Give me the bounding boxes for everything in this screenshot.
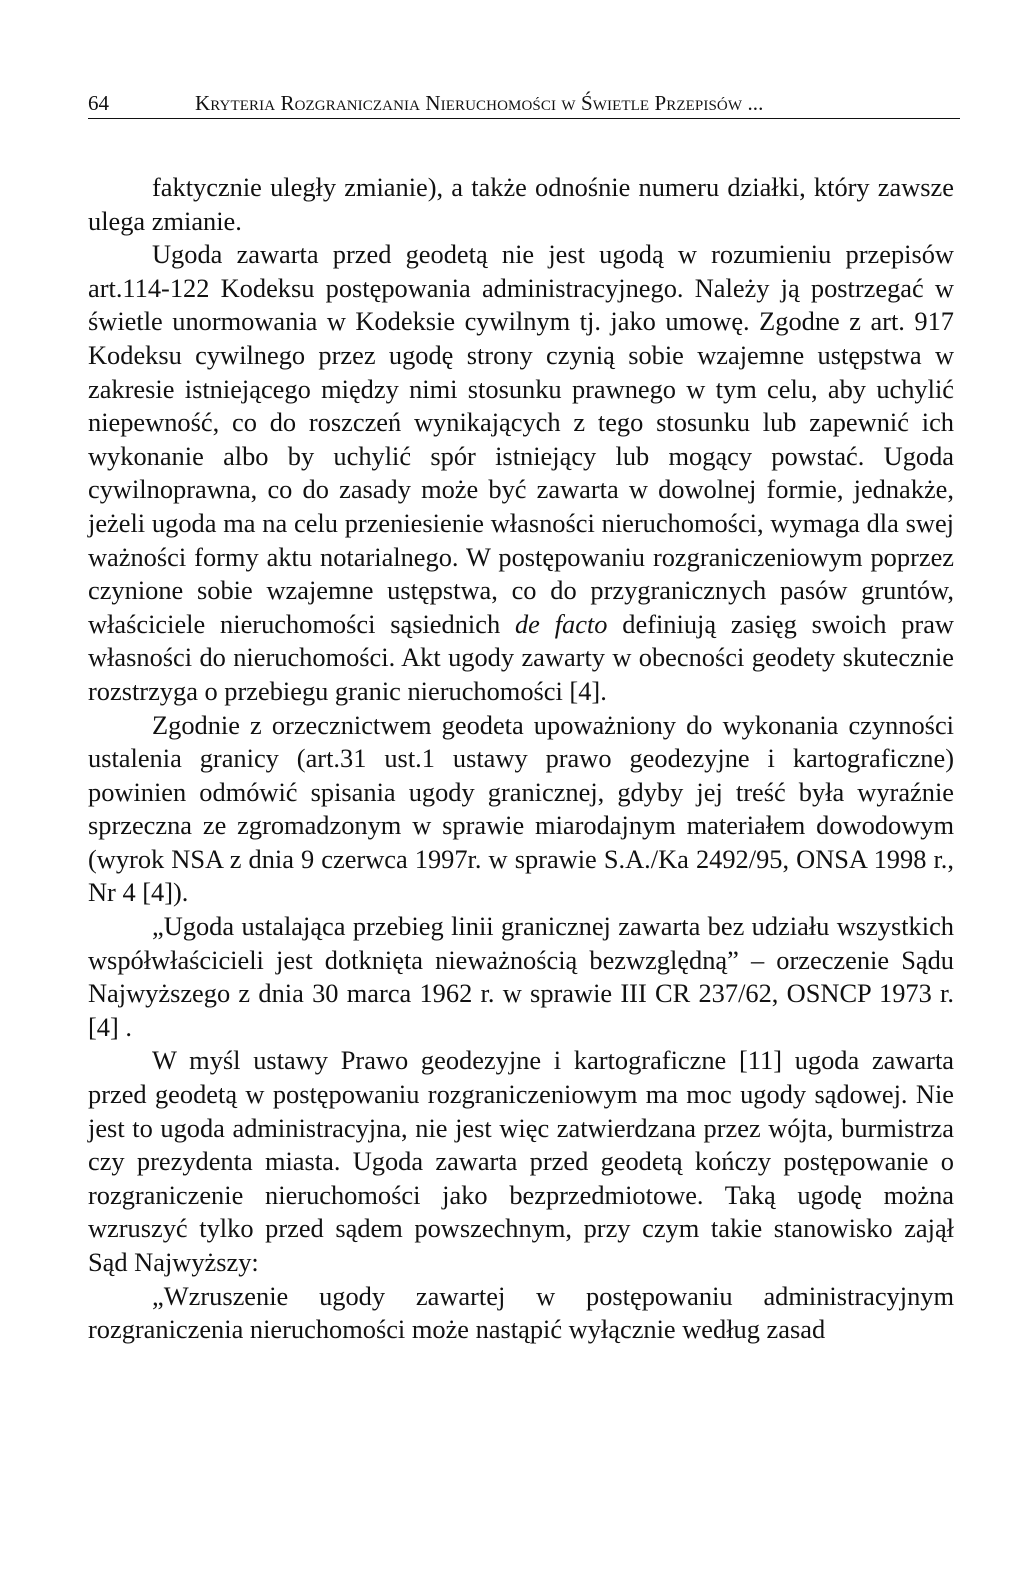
paragraph-geodesy-law: W myśl ustawy Prawo geodezyjne i kartograficzne [11] ugoda zawarta przed geodetą w postępowaniu rozgraniczeniowym ma moc ugody sądowej. Nie jest to ugoda administracyjna, nie jest więc zatwierdzana przez wójta, burmistrza czy prezydenta miasta. Ugoda zawarta przed geodetą kończy postępowanie o rozgraniczenie nieruchomości jako bezprzedmiotowe. Taką ugodę można wzruszyć tylko przed sądem powszechnym, przy czym takie stanowisko zajął Sąd Najwyższy: <box>88 1045 954 1277</box>
paragraph-text-end: definiują zasięg swoich praw własności do nieruchomości. Akt ugody zawarty w obecności geodety skutecznie rozstrzyga o przebiegu granic nieruchomości [4]. <box>88 608 954 706</box>
page-number: 64 <box>88 91 109 115</box>
paragraph-final-quote: „Wzruszenie ugody zawartej w postępowaniu administracyjnym rozgraniczenia nieruchomości może nastąpić wyłącznie według zasad <box>88 1280 954 1345</box>
paragraph-case-law: Zgodnie z orzecznictwem geodeta upoważniony do wykonania czynności ustalenia granicy (art.31 ust.1 ustawy prawo geodezyjne i kartograficzne) powinien odmówić spisania ugody granicznej, gdyby jej treść była wyraźnie sprzeczna ze zgromadzonym w sprawie miarodajnym materiałem dowodowym (wyrok NSA z dnia 9 czerwca 1997r. w sprawie S.A./Ka 2492/95, ONSA 1998 r., Nr 4 [4]). <box>88 709 954 908</box>
running-title: Kryteria Rozgraniczania Nieruchomości w Świetle Przepisów ... <box>195 91 764 115</box>
paragraph-continuation: faktycznie uległy zmianie), a także odnośnie numeru działki, który zawsze ulega zmianie. <box>88 172 954 236</box>
paragraph-supreme-court-quote: „Ugoda ustalająca przebieg linii granicznej zawarta bez udziału wszystkich współwłaścicieli jest dotknięta nieważnością bezwzględną” – orzeczenie Sądu Najwyższego z dnia 30 marca 1962 r. w sprawie III CR 237/62, OSNCP 1973 r. [4] . <box>88 911 954 1042</box>
running-header <box>88 88 960 119</box>
paragraph-settlement-definition <box>88 238 954 708</box>
italic-phrase: de facto <box>514 608 608 639</box>
paragraph-text: Ugoda zawarta przed geodetą nie jest ugodą w rozumieniu przepisów art.114-122 Kodeksu postępowania administracyjnego. Należy ją postrzegać w świetle unormowania w Kodeksie cywilnym tj. jako umowę. Zgodne z art. 917 Kodeksu cywilnego przez ugodę strony czynią sobie wzajemne ustępstwa w zakresie istniejącego między nimi stosunku prawnego w tym celu, aby uchylić niepewność, co do roszczeń wynikających z tego stosunku lub zapewnić ich wykonanie albo by uchylić spór istniejący lub mogący powstać. Ugoda cywilnoprawna, co do zasady może być zawarta w dowolnej formie, jednakże, jeżeli ugoda ma na celu przeniesienie własności nieruchomości, wymaga dla swej ważności formy aktu notarialnego. W postępowaniu rozgraniczeniowym poprzez czynione sobie wzajemne ustępstwa, co do przygranicznych pasów gruntów, właściciele nieruchomości sąsiednich <box>88 239 954 639</box>
body-text <box>88 171 954 1347</box>
